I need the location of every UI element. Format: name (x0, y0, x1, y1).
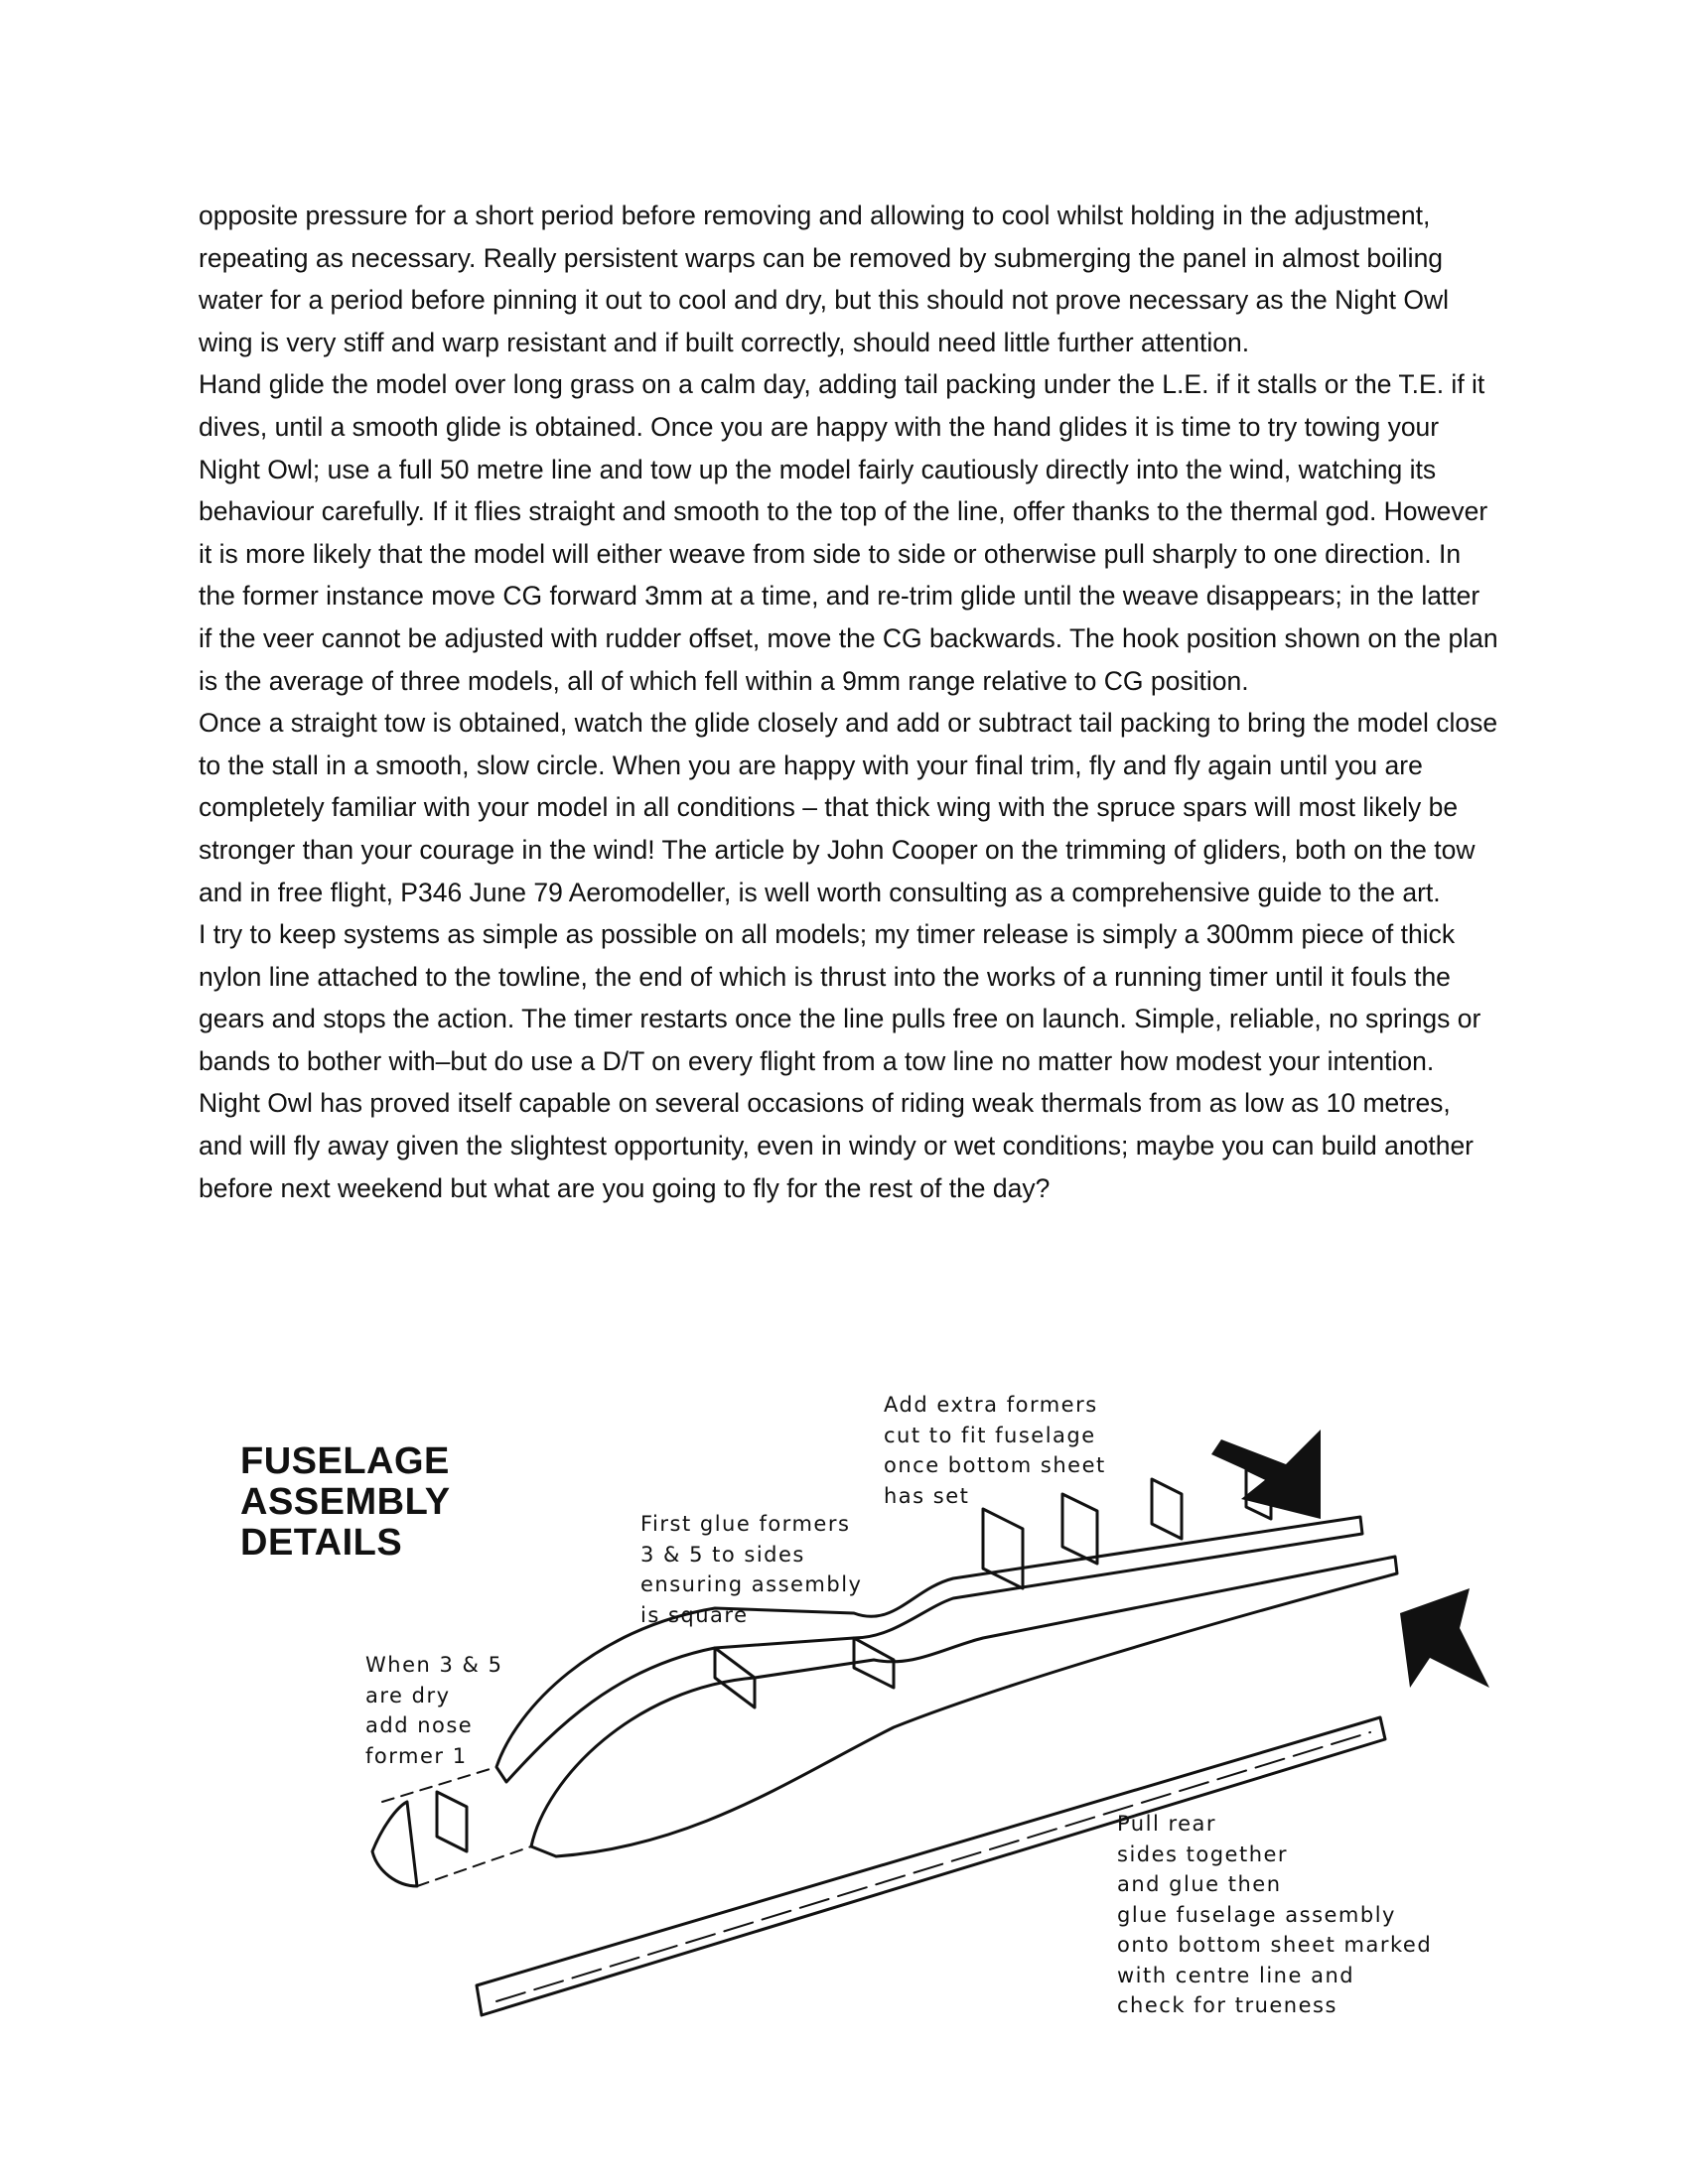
note-line: onto bottom sheet marked (1117, 1933, 1433, 1957)
note-line: are dry (365, 1683, 451, 1707)
fuselage-side-far (496, 1517, 1362, 1782)
note-line: sides together (1117, 1842, 1289, 1866)
note-line: with centre line and (1117, 1963, 1355, 1987)
note-line: Pull rear (1117, 1812, 1217, 1836)
extra-former-1 (983, 1509, 1023, 1588)
note-line: When 3 & 5 (365, 1653, 503, 1677)
note-line: former 1 (365, 1743, 468, 1768)
extra-former-3 (1152, 1479, 1182, 1539)
paragraph-hand-glide: Hand glide the model over long grass on a calm day, adding tail packing under the L.E. if it stalls or the T.E. if it dives, until a smooth glide is obtained. Once you are happy with the hand glides it is time to try towing your Night Owl; use a full 50 metre line and tow up the model fairly cautiously directly into the wind, watching its behaviour carefully. If it flies straight and smooth to the top of the line, offer thanks to the thermal god. However it is more likely that the model will either weave from side to side or otherwise pull sharply to one direction. In the former instance move CG forward 3mm at a time, and re-trim glide until the weave disappears; in the latter if the veer cannot be adjusted with rudder offset, move the CG backwards. The hook position shown on the plan is the average of three models, all of which fell within a 9mm range relative to CG position. (199, 369, 1498, 696)
figure-title-line: ASSEMBLY (240, 1481, 451, 1523)
note-line: 3 & 5 to sides (640, 1542, 805, 1567)
note-extra-formers (884, 1390, 1106, 1511)
nose-former-1 (437, 1792, 467, 1851)
note-nose-former (365, 1650, 502, 1771)
paragraph-timer-release: I try to keep systems as simple as possible on all models; my timer release is simply a 300mm piece of thick nylon line attached to the towline, the end of which is thrust into the works of a running timer until it fouls the gears and stops the action. The timer restarts once the line pulls free on launch. Simple, reliable, no springs or bands to bother with–but do use a D/T on every flight from a tow line no matter how modest your intention. Night Owl has proved itself capable on several occasions of riding weak thermals from as low as 10 metres, and will fly away given the slightest opportunity, even in windy or wet conditions; maybe you can build another before next weekend but what are you going to fly for the rest of the day? (199, 919, 1481, 1203)
note-line: once bottom sheet (884, 1453, 1106, 1477)
note-line: check for trueness (1117, 1993, 1337, 2017)
arrow-pull-sides-icon (1400, 1588, 1489, 1688)
note-line: has set (884, 1483, 970, 1508)
note-first-glue (640, 1509, 862, 1630)
note-line: First glue formers (640, 1512, 851, 1536)
note-line: cut to fit fuselage (884, 1423, 1096, 1447)
note-line: Add extra formers (884, 1393, 1098, 1417)
note-line: is square (640, 1602, 749, 1627)
nose-guide-line (382, 1767, 531, 1886)
note-line: glue fuselage assembly (1117, 1902, 1396, 1927)
note-line: and glue then (1117, 1872, 1282, 1896)
note-line: add nose (365, 1713, 474, 1737)
arrow-formers-icon (1211, 1430, 1321, 1519)
figure-title-line: DETAILS (240, 1522, 403, 1564)
paragraph-straight-tow: Once a straight tow is obtained, watch the glide closely and add or subtract tail packing to bring the model close to the stall in a smooth, slow circle. When you are happy with your final trim, fly and fly again until you are completely familiar with your model in all conditions – that thick wing with the spruce spars will most likely be stronger than your courage in the wind! The article by John Cooper on the trimming of gliders, both on the tow and in free flight, P346 June 79 Aeromodeller, is well worth consulting as a comprehensive guide to the art. (199, 708, 1498, 907)
note-pull-rear (1117, 1809, 1432, 2021)
note-line: ensuring assembly (640, 1572, 863, 1596)
figure-title (240, 1441, 451, 1564)
paragraph-warps: opposite pressure for a short period before removing and allowing to cool whilst holding in the adjustment, repeating as necessary. Really persistent warps can be removed by submerging the panel in almost boiling water for a period before pinning it out to cool and dry, but this should not prove necessary as the Night Owl wing is very stiff and warp resistant and if built correctly, should need little further attention. (199, 201, 1449, 357)
nose-block (372, 1802, 417, 1886)
figure-title-line: FUSELAGE (240, 1440, 450, 1482)
